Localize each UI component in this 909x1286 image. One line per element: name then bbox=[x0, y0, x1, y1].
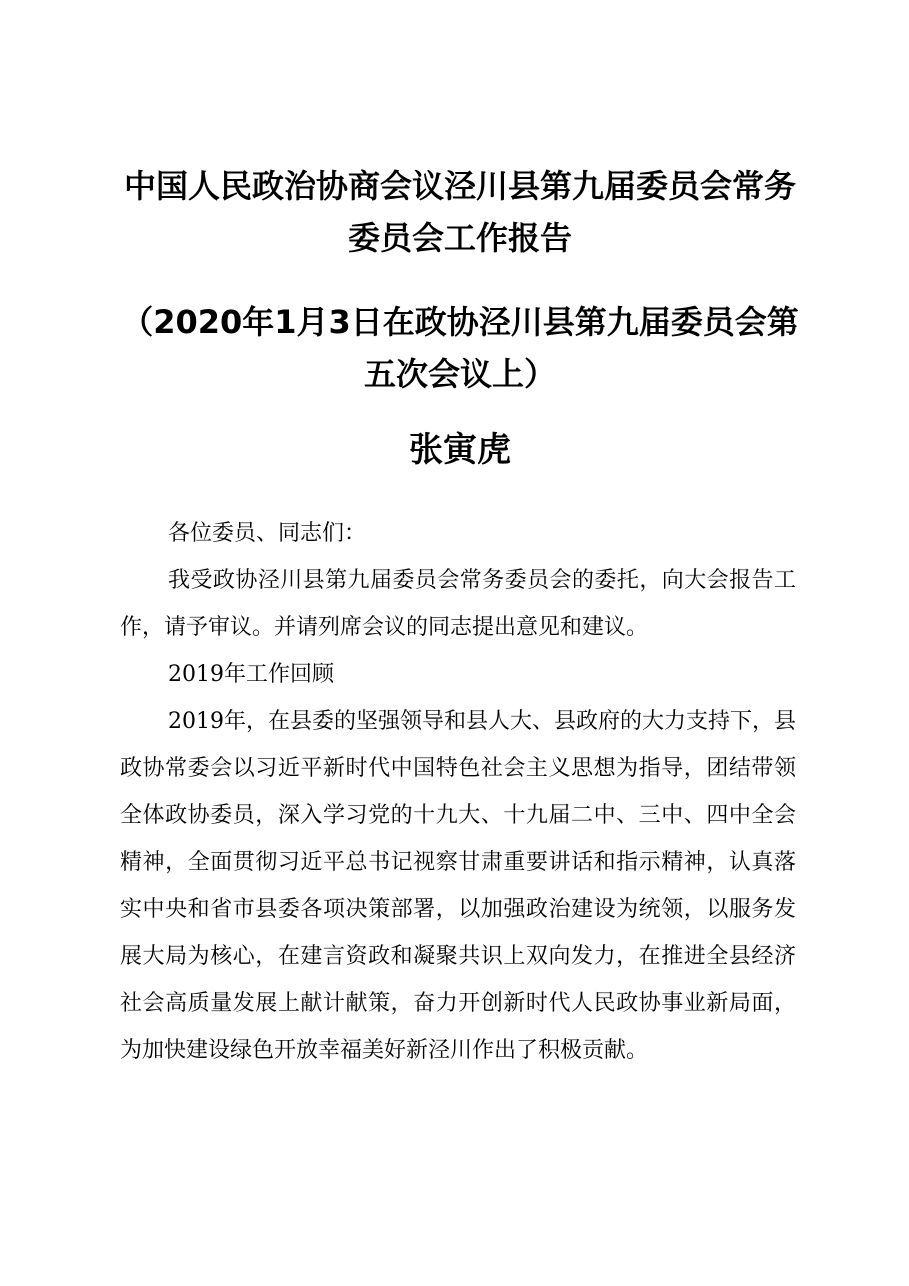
review-paragraph: 2019年，在县委的坚强领导和县人大、县政府的大力支持下，县政协常委会以习近平新时代中国特色社会主义思想为指导，团结带领全体政协委员，深入学习党的十九大、十九届二中、三中、四中全会精神，全面贯彻习近平总书记视察甘肃重要讲话和指示精神，认真落实中央和省市县委各项决策部署，以加强政治建设为统领，以服务发展大局为核心，在建言资政和凝聚共识上双向发力，在推进全县经济社会高质量发展上献计献策，奋力开创新时代人民政协事业新局面，为加快建设绿色开放幸福美好新泾川作出了积极贡献。 bbox=[120, 709, 796, 1063]
salutation: 各位委员、同志们： bbox=[168, 521, 367, 546]
intro-paragraph: 我受政协泾川县第九届委员会常务委员会的委托，向大会报告工作，请予审议。并请列席会议的同志提出意见和建议。 bbox=[120, 568, 796, 640]
report-subtitle: （2020年1月3日在政协泾川县第九届委员会第五次会议上） bbox=[121, 303, 799, 393]
report-title: 中国人民政治协商会议泾川县第九届委员会常务委员会工作报告 bbox=[123, 167, 796, 257]
section-heading: 2019年工作回顾 bbox=[168, 662, 334, 687]
author-name: 张寅虎 bbox=[409, 430, 511, 470]
